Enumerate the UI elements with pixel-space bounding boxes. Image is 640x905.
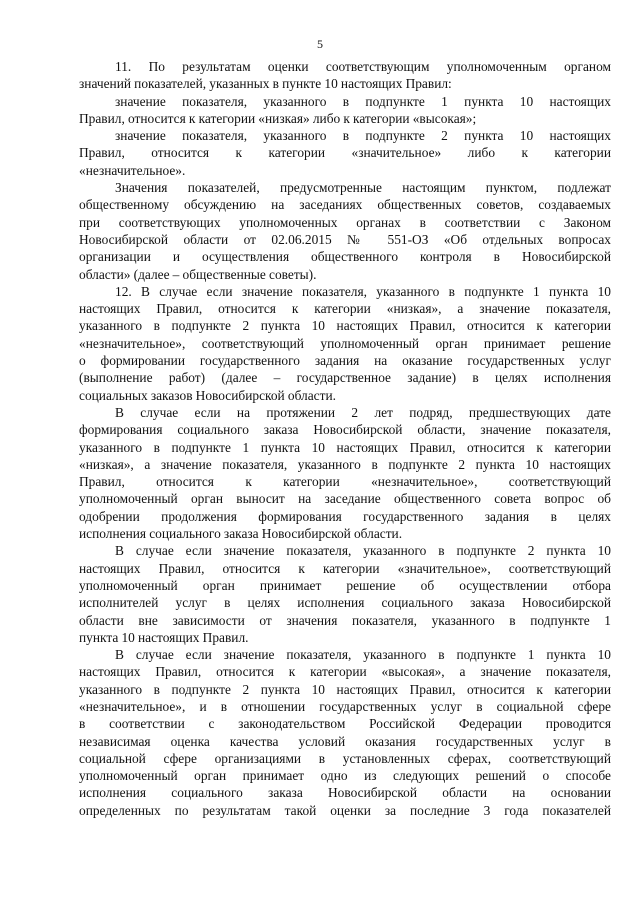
text-line: уполномоченный орган принимает решение об осуществлении отбора	[79, 577, 611, 593]
text-line: исполнения социального заказа Новосибирской области на основании	[79, 785, 611, 801]
text-line: организации и осуществления общественного контроля в Новосибирской	[79, 249, 611, 265]
text-line: указанного в подпункте 1 пункта 10 настоящих Правил, относится к категории	[79, 439, 611, 455]
paragraph	[79, 93, 611, 128]
text-line: уполномоченный орган выносит на заседание общественного совета вопрос об	[79, 491, 611, 507]
text-line: значений показателей, указанных в пункте 10 настоящих Правил:	[79, 76, 452, 92]
text-line: Новосибирской области от 02.06.2015 № 551-ОЗ «Об отдельных вопросах	[79, 231, 611, 247]
text-line: формирования социального заказа Новосибирской области, значение показателя,	[79, 422, 611, 438]
text-line: социальной сфере организациями в установленных сферах, соответствующий	[79, 750, 611, 766]
paragraph	[79, 542, 611, 646]
paragraph	[79, 646, 611, 819]
text-line: социальных заказов Новосибирской области.	[79, 387, 336, 403]
text-line: уполномоченный орган принимает одно из следующих решений о способе	[79, 768, 611, 784]
text-line: области вне зависимости от значения показателя, указанного в подпункте 1	[79, 612, 611, 628]
text-line: одобрении продолжения формирования государственного задания в целях	[79, 508, 611, 524]
text-line: настоящих Правил, относится к категории «значительное», соответствующий	[79, 560, 611, 576]
text-line: исполнения социального заказа Новосибирской области.	[79, 526, 403, 542]
text-line: 11. По результатам оценки соответствующим уполномоченным органом	[115, 59, 611, 74]
paragraph	[79, 179, 611, 283]
text-line: области» (далее – общественные советы).	[79, 266, 317, 282]
text-line: В случае если значение показателя, указанного в подпункте 2 пункта 10	[115, 543, 611, 559]
text-line: В случае если значение показателя, указанного в подпункте 1 пункта 10	[115, 647, 611, 663]
page-body	[79, 58, 611, 819]
text-line: при соответствующих уполномоченных органах в соответствии с Законом	[79, 214, 611, 230]
text-line: Значения показателей, предусмотренные настоящим пунктом, подлежат	[115, 180, 611, 196]
paragraph	[79, 404, 611, 542]
text-line: настоящих Правил, относится к категории «высокая», а значение показателя,	[79, 664, 611, 680]
text-line: исполнителей услуг в целях исполнения социального заказа Новосибирской	[79, 595, 611, 611]
text-line: Правил, относится к категории «значительное» либо к категории	[79, 145, 611, 161]
paragraph	[79, 127, 611, 179]
text-line: «низкая», а значение показателя, указанного в подпункте 2 пункта 10 настоящих	[79, 456, 611, 472]
text-line: значение показателя, указанного в подпункте 2 пункта 10 настоящих	[115, 128, 611, 144]
text-line: пункта 10 настоящих Правил.	[79, 629, 249, 645]
text-line: Правил, относится к категории «низкая» либо к категории «высокая»;	[79, 110, 477, 126]
text-line: значение показателя, указанного в подпункте 1 пункта 10 настоящих	[115, 93, 611, 109]
text-line: о формировании государственного задания на оказание государственных услуг	[79, 353, 611, 369]
page-number: 5	[317, 37, 323, 51]
text-line: «незначительное».	[79, 162, 186, 178]
text-line: «незначительное», и в отношении государственных услуг в социальной сфере	[79, 698, 611, 714]
paragraph	[79, 283, 611, 404]
text-line: указанного в подпункте 2 пункта 10 настоящих Правил, относится к категории	[79, 681, 611, 697]
text-line: общественному обсуждению на заседаниях общественных советов, создаваемых	[79, 197, 611, 213]
text-line: 12. В случае если значение показателя, указанного в подпункте 1 пункта 10	[115, 283, 611, 299]
text-line: указанного в подпункте 2 пункта 10 настоящих Правил, относится к категории	[79, 318, 611, 334]
text-line: «незначительное», соответствующий уполномоченный орган принимает решение	[79, 335, 611, 351]
text-line: в соответствии с законодательством Российской Федерации проводится	[79, 716, 611, 732]
text-line: (выполнение работ) (далее – государственное задание) в целях исполнения	[79, 370, 611, 386]
text-line: настоящих Правил, относится к категории «низкая», а значение показателя,	[79, 301, 611, 317]
text-line: независимая оценка качества условий оказания государственных услуг в	[79, 733, 611, 749]
text-line: Правил, относится к категории «незначительное», соответствующий	[79, 474, 611, 490]
paragraph	[79, 58, 611, 93]
text-line: определенных по результатам такой оценки за последние 3 года показателей	[79, 802, 611, 818]
text-line: В случае если на протяжении 2 лет подряд, предшествующих дате	[115, 404, 611, 420]
